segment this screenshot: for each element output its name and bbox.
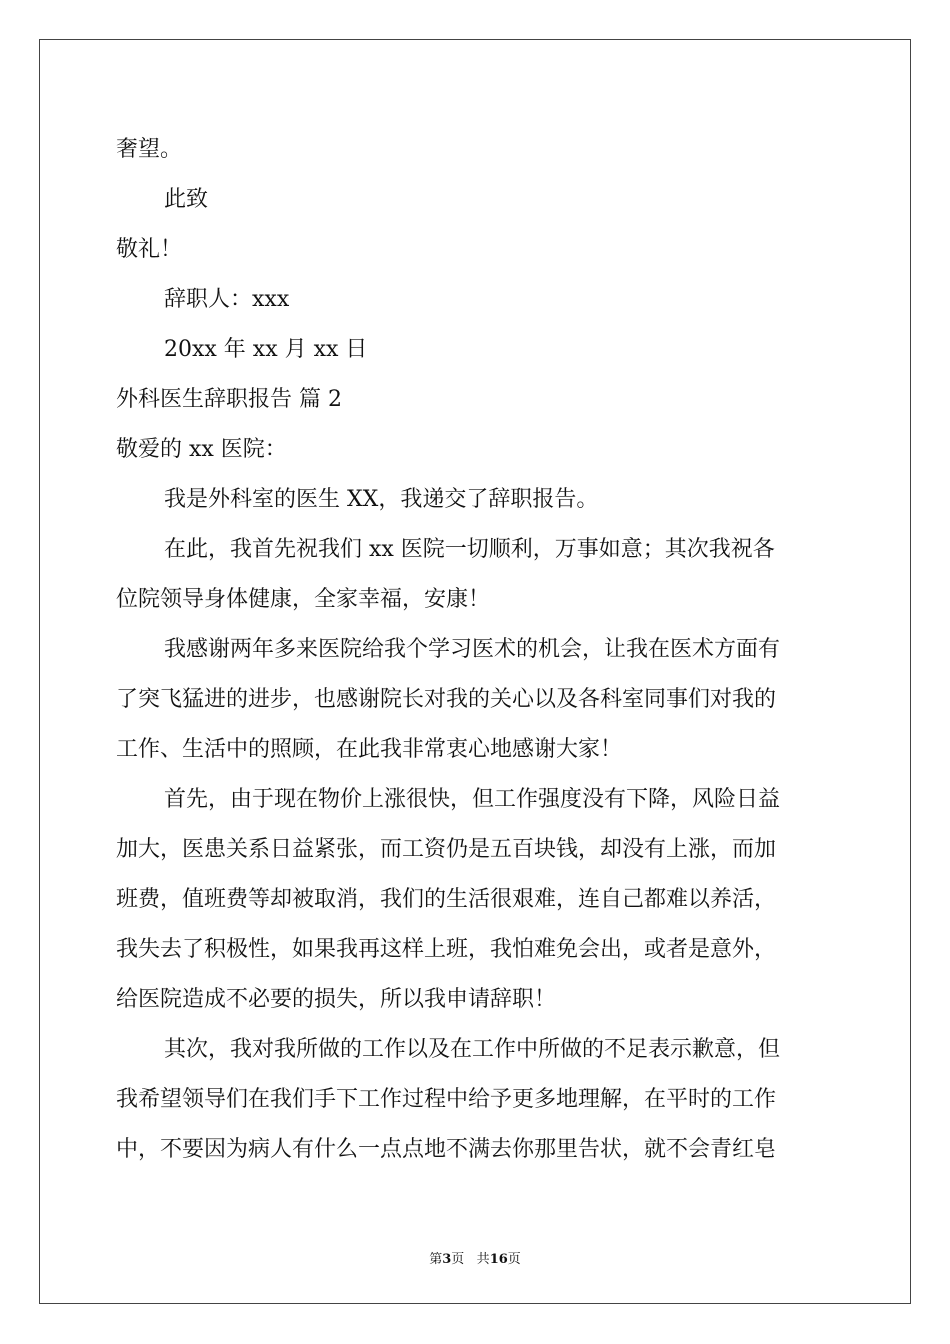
text-line: 位院领导身体健康，全家幸福，安康！ [116,587,491,612]
text-line: 了突飞猛进的进步，也感谢院长对我的关心以及各科室同事们对我的 [116,687,777,712]
text-line: 我是外科室的医生 XX，我递交了辞职报告。 [164,487,599,512]
page-suffix: 页 [451,1252,465,1267]
date-line: 20xx 年 xx 月 xx 日 [164,337,368,362]
text-line: 加大，医患关系日益紧张，而工资仍是五百块钱，却没有上涨，而加 [116,837,777,862]
document-body [116,125,836,1175]
text-line: 奢望。 [116,137,183,162]
text-line: 我感谢两年多来医院给我个学习医术的机会，让我在医术方面有 [164,637,781,662]
signature-line: 辞职人：xxx [164,287,290,312]
text-line: 我希望领导们在我们手下工作过程中给予更多地理解，在平时的工作 [116,1087,777,1112]
text-line: 中，不要因为病人有什么一点点地不满去你那里告状，就不会青红皂 [116,1137,777,1162]
page-prefix: 第 [429,1252,443,1267]
text-line: 其次，我对我所做的工作以及在工作中所做的不足表示歉意，但 [164,1037,781,1062]
page-number: 3 [442,1252,452,1267]
total-prefix: 共 [476,1252,490,1267]
total-suffix: 页 [507,1252,521,1267]
total-pages: 16 [489,1252,508,1267]
page-footer [0,1248,950,1267]
section-heading: 外科医生辞职报告 篇 2 [116,387,342,412]
salutation: 敬爱的 xx 医院： [116,437,287,462]
text-line: 敬礼！ [116,237,183,262]
text-line: 工作、生活中的照顾，在此我非常衷心地感谢大家！ [116,737,623,762]
text-line: 我失去了积极性，如果我再这样上班，我怕难免会出，或者是意外， [116,937,777,962]
text-line: 首先，由于现在物价上涨很快，但工作强度没有下降，风险日益 [164,787,781,812]
text-line: 给医院造成不必要的损失，所以我申请辞职！ [116,987,557,1012]
text-line: 班费，值班费等却被取消，我们的生活很艰难，连自己都难以养活， [116,887,777,912]
text-line: 在此，我首先祝我们 xx 医院一切顺利，万事如意；其次我祝各 [164,537,775,562]
text-line: 此致 [164,187,209,212]
